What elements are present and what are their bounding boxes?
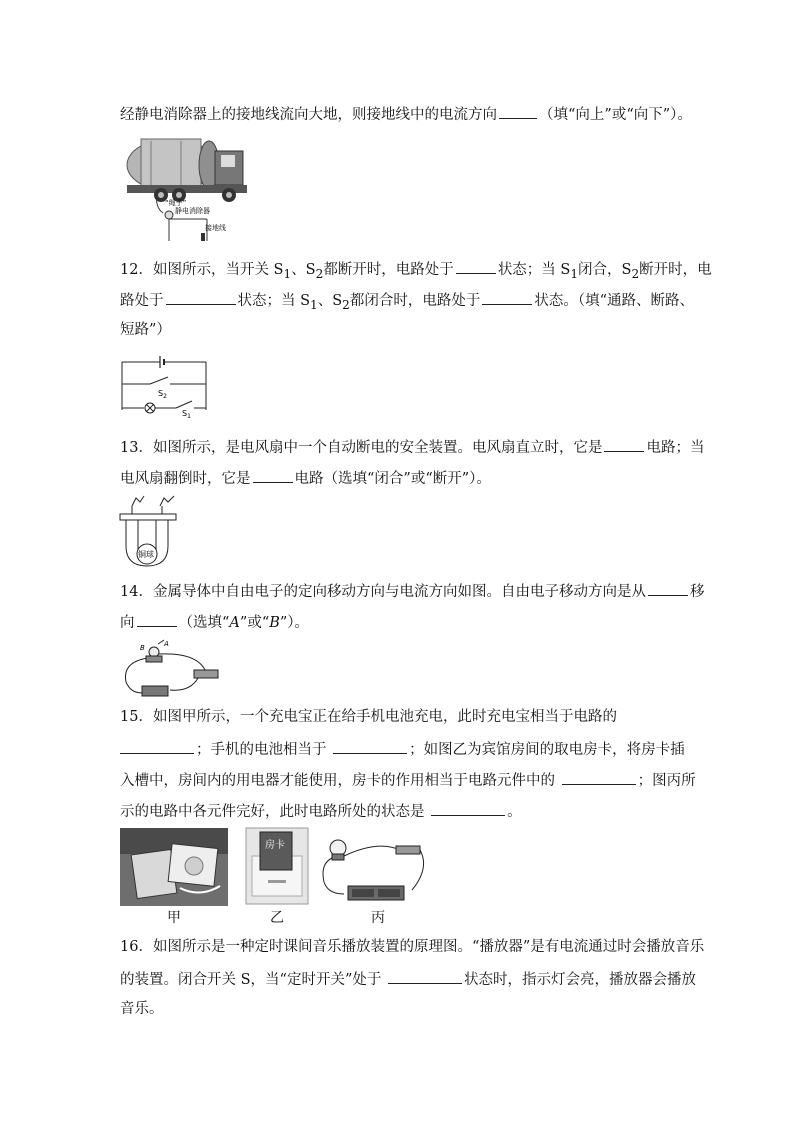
caption-jia: 甲 [167, 910, 181, 926]
copper-ball-label: 铜球 [138, 550, 154, 559]
q16-line2: 的装置。闭合开关 S，当“定时开关”处于 状态时，指示灯会亮，播放器会播放 [120, 968, 696, 990]
answer-blank[interactable] [562, 769, 636, 785]
point-b-label: B [140, 644, 145, 652]
answer-blank[interactable] [120, 738, 194, 754]
answer-blank[interactable] [648, 580, 688, 596]
q15-line2: ；手机的电池相当于 ；如图乙为宾馆房间的取电房卡，将房卡插 [120, 738, 685, 760]
answer-blank[interactable] [431, 800, 505, 816]
q14-line1: 14．金属导体中自由电子的定向移动方向与电流方向如图。自由电子移动方向是从 移 [120, 580, 704, 602]
power-bank-photo [120, 828, 228, 910]
q16-line1: 16．如图所示是一种定时课间音乐播放装置的原理图。“播放器”是有电流通过时会播放音乐 [120, 939, 705, 955]
answer-blank[interactable] [482, 289, 532, 305]
tilt-switch-figure [118, 494, 182, 572]
circuit-figure-q12 [118, 350, 210, 420]
caption-yi: 乙 [270, 910, 284, 926]
q12-line2: 路处于 状态；当 $S_1$、$S_2$都闭合时，电路处于 状态。（填“通路、断路、 [120, 289, 694, 315]
card-label: 房卡 [265, 840, 285, 851]
caption-bing: 丙 [371, 910, 385, 926]
answer-blank[interactable] [333, 738, 407, 754]
tanker-truck-figure [121, 133, 261, 247]
q12-line3: 短路”） [120, 322, 171, 338]
q15-line4: 示的电路中各元件完好，此时电路所处的状态是 。 [120, 800, 522, 822]
answer-blank[interactable] [137, 611, 177, 627]
answer-blank[interactable] [166, 289, 236, 305]
switch-s1-label: $S_1$ [182, 409, 191, 420]
answer-blank[interactable] [388, 968, 462, 984]
answer-blank[interactable] [253, 467, 293, 483]
q16-line3: 音乐。 [120, 1001, 164, 1017]
room-card-photo [246, 828, 308, 908]
point-a-label: A [164, 640, 169, 648]
q14-line2: 向 （选填“A”或“B”）。 [120, 611, 309, 633]
circuit-photo-bing [318, 834, 430, 908]
answer-blank[interactable] [604, 436, 644, 452]
rope-label: “绳子” [165, 199, 187, 207]
q15-line3: 入槽中，房间内的用电器才能使用，房卡的作用相当于电路元件中的 ；图丙所 [120, 769, 696, 791]
device-label: 静电消除器 [175, 207, 210, 215]
answer-blank[interactable] [499, 103, 537, 119]
ground-wire-label: 接地线 [205, 224, 226, 232]
q15-line1: 15．如图甲所示，一个充电宝正在给手机电池充电，此时充电宝相当于电路的 [120, 709, 617, 725]
q12-line1: 12．如图所示，当开关 $S_1$、$S_2$都断开时，电路处于 状态；当 $S_1$闭合，$S_2$断开时，电 [120, 258, 712, 284]
electron-flow-figure [118, 638, 224, 704]
switch-s2-label: $S_2$ [158, 389, 167, 400]
answer-blank[interactable] [456, 258, 496, 274]
q13-line1: 13．如图所示，是电风扇中一个自动断电的安全装置。电风扇直立时，它是 电路；当 [120, 436, 704, 458]
q11-line1: 经静电消除器上的接地线流向大地，则接地线中的电流方向 （填“向上”或“向下”）。 [120, 103, 692, 125]
q13-line2: 电风扇翻倒时，它是 电路（选填“闭合”或“断开”）。 [120, 467, 491, 489]
